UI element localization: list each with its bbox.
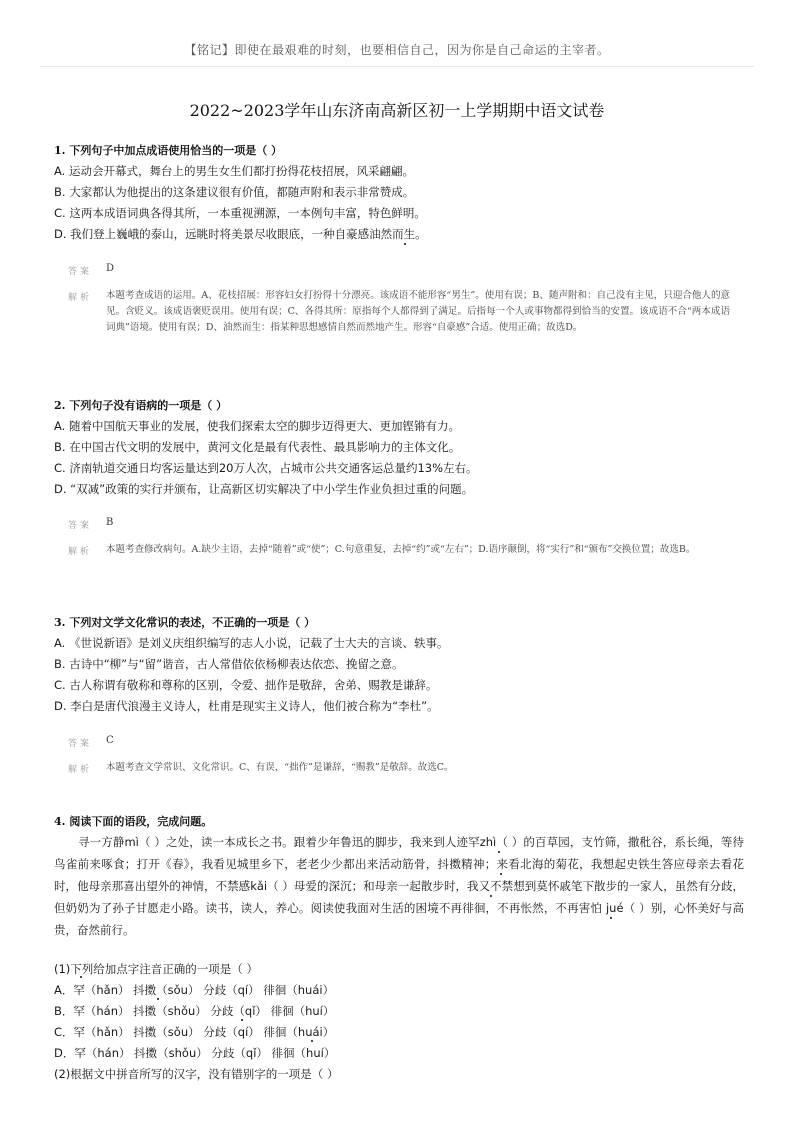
analysis-label: 解析 — [68, 547, 93, 557]
question-2-stem: 2. 下列句子没有语病的一项是（ ） — [54, 399, 228, 412]
question-1-answer: D — [106, 263, 115, 274]
question-1-option-d: D. 我们登上巍峨的泰山，远眺时将美景尽收眼底，一种自豪感油然而生。 — [54, 227, 427, 241]
sub-question-1: (1)下列给加点字注音正确的一项是（ ） — [54, 962, 258, 976]
analysis-label: 解析 — [68, 765, 93, 775]
emphasis-dot — [311, 1040, 313, 1042]
reading-passage: 寻一方静mì（ ）之处，读一本成长之书。跟着少年鲁迅的脚步，我来到人迹罕zhì（ ）的百草园，支竹筛，撒秕谷，系长绳，等待鸟雀前来啄食；打开《春》，我看见城里乡下，老老少少都出来活动筋骨，抖擞精神；来看北海的菊花，我想起史铁生答应母亲去看花时，他母亲那喜出望外的神情，不禁感kǎi（ ）母爱的深沉；和母亲一起散步时，我又不禁想到莫怀戚笔下散步的一家人，虽然有分歧，但奶奶为了孙子甘愿走小路。读书，读人，养心。阅读使我面对生活的困境不再徘徊，不再怅然，不再害怕 jué（ ）别，心怀美好与高贵，奋然前行。 — [54, 835, 744, 937]
question-1-option-b: B. 大家都认为他提出的这条建议很有价值，都随声附和表示非常赞成。 — [54, 185, 415, 199]
sub-question-1-option-d: D．罕（hán） 抖擞（shǒu） 分歧（qǐ） 徘徊（huí） — [54, 1046, 336, 1060]
question-2-option-c: C. 济南轨道交通日均客运量达到20万人次，占城市公共交通客运总量约13%左右。 — [54, 461, 478, 475]
answer-label: 答案 — [68, 739, 93, 749]
emphasis-dot — [610, 917, 612, 919]
page-title: 2022~2023学年山东济南高新区初一上学期期中语文试卷 — [189, 101, 605, 120]
question-1-stem: 1. 下列句子中加点成语使用恰当的一项是（ ） — [54, 144, 283, 157]
question-3-answer: C — [106, 735, 114, 746]
question-3-stem: 3. 下列对文学文化常识的表述，不正确的一项是（ ） — [54, 616, 316, 629]
question-1-option-c: C. 这两本成语词典各得其所，一本重视溯源，一本例句丰富，特色鲜明。 — [54, 206, 426, 220]
emphasis-dot — [500, 873, 502, 875]
answer-label: 答案 — [68, 521, 93, 531]
answer-label: 答案 — [68, 267, 93, 277]
emphasis-dot — [80, 976, 82, 978]
question-2-option-a: A. 随着中国航天事业的发展，使我们探索太空的脚步迈得更大、更加铿锵有力。 — [54, 419, 460, 433]
sub-question-1-option-c: C．罕（hǎn） 抖擞（sǒu） 分歧（qí） 徘徊（huái） — [54, 1025, 335, 1039]
question-3-analysis: 本题考查文学常识、文化常识。C、有误，“拙作”是谦辞，“赐教”是敬辞。故选C。 — [106, 762, 454, 773]
emphasis-dot — [241, 1019, 243, 1021]
question-3-option-c: C. 古人称谓有敬称和尊称的区别，令爱、拙作是敬辞，舍弟、赐教是谦辞。 — [54, 678, 438, 692]
sub-question-1-option-b: B．罕（hán） 抖擞（shǒu） 分歧（qǐ） 徘徊（huí） — [54, 1004, 335, 1018]
question-1-analysis: 本题考查成语的运用。A、花枝招展：形容妇女打扮得十分漂亮。该成语不能形容“男生”。使用有误；B、随声附和：自己没有主见，只迎合他人的意见。含贬义。该成语褒贬误用。使用有误；C、各得其所：原指每个人都得到了满足。后指每一个人或事物都得到恰当的安置。该成语不合“两本成语词典”语境。使用有误；D、油然而生：指某种思想感情自然而然地产生。形容“自豪感”合适。使用正确；故选D。 — [106, 290, 730, 333]
header-divider — [40, 66, 754, 67]
question-3-option-d: D. 李白是唐代浪漫主义诗人，杜甫是现实主义诗人，他们被合称为“李杜”。 — [54, 699, 439, 713]
page-motto: 【铭记】即使在最艰难的时刻，也要相信自己，因为你是自己命运的主宰者。 — [184, 43, 610, 57]
question-2-answer: B — [106, 517, 114, 528]
question-1-option-a: A. 运动会开幕式，舞台上的男生女生们都打扮得花枝招展，风采翩翩。 — [54, 164, 414, 178]
emphasis-dot — [498, 851, 500, 853]
question-2-option-b: B. 在中国古代文明的发展中，黄河文化是最有代表性、最具影响力的主体文化。 — [54, 440, 461, 454]
question-3-option-a: A. 《世说新语》是刘义庆组织编写的志人小说，记载了士大夫的言谈、轶事。 — [54, 636, 449, 650]
emphasis-dot — [490, 895, 492, 897]
question-2-analysis: 本题考查修改病句。A.缺少主语，去掉“随着”或“使”；C.句意重复，去掉“约”或“左右”；D.语序颠倒，将“实行”和“颁布”交换位置；故选B。 — [106, 544, 696, 555]
emphasis-dot — [157, 998, 159, 1000]
analysis-label: 解析 — [68, 293, 93, 303]
sub-question-2: (2)根据文中拼音所写的汉字，没有错别字的一项是（ ） — [54, 1067, 339, 1081]
question-2-option-d: D. “双减”政策的实行并颁布，让高新区切实解决了中小学生作业负担过重的问题。 — [54, 482, 474, 496]
question-4-stem: 4. 阅读下面的语段，完成问题。 — [54, 815, 213, 828]
sub-question-1-option-a: A．罕（hǎn） 抖擞（sǒu） 分歧（qí） 徘徊（huái） — [54, 983, 335, 997]
question-3-option-b: B. 古诗中“柳”与“留”谐音，古人常借依依杨柳表达依恋、挽留之意。 — [54, 657, 404, 671]
emphasis-dot — [404, 243, 406, 245]
